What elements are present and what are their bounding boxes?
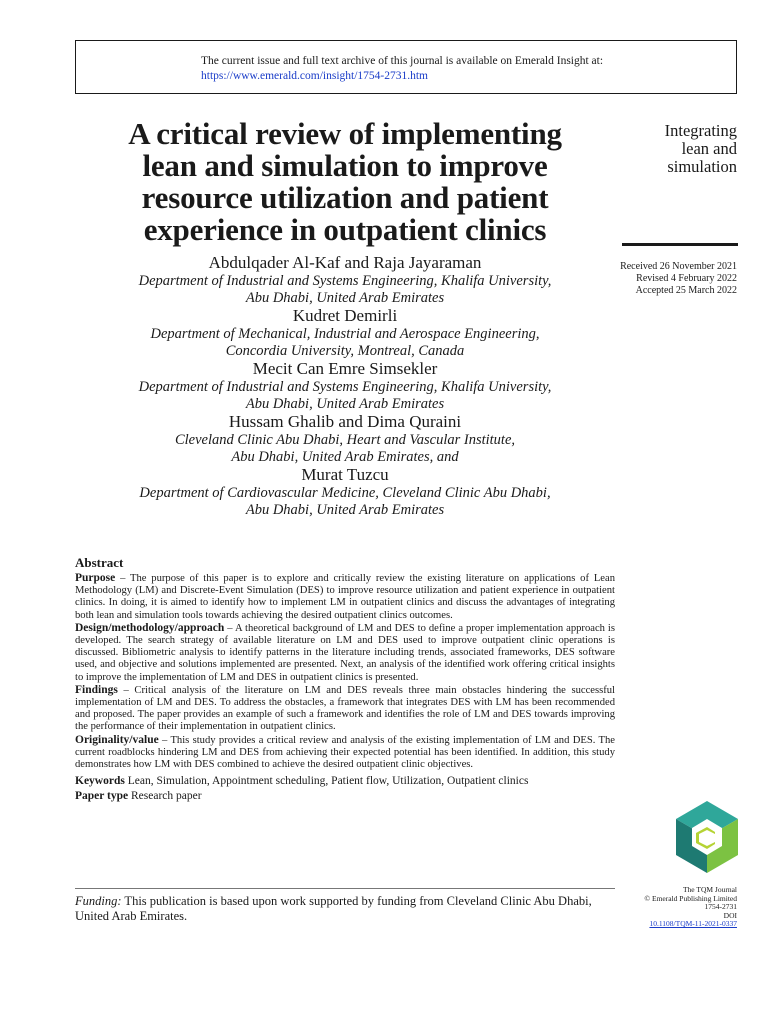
abstract-section — [75, 555, 615, 804]
doi-label: DOI — [723, 910, 737, 920]
design-text: – A theoretical background of LM and DES to define a proper implementation approach is developed. The search strategy of available literature on LM and DES used to improve outpatient clinic operations is discussed. Bibliometric analysis to identify patterns in the literature including trends, associated frameworks, DES software used, and objective and solutions implemented are presented. Next, an analysis of the identified work offering critical insights to improve the implementation of LM and DES in outpatient clinics is presented. — [75, 622, 615, 683]
issn: 1754-2731 — [704, 902, 737, 911]
publisher: © Emerald Publishing Limited — [644, 893, 737, 903]
received-date: Received 26 November 2021 — [620, 261, 737, 272]
footnote-divider — [75, 888, 615, 889]
author-name: Mecit Can Emre Simsekler — [252, 359, 438, 378]
doi-line — [644, 912, 737, 929]
originality-text: – This study provides a critical review and analysis of the existing implementation of LM and DES. The current roadblocks hindering LM and DES from achieving their expected potential has been identified. In addition, this study demonstrates how LM with DES combined to achieve the desired outpatient clinic objectives. — [75, 734, 615, 771]
funding-text: This publication is based upon work supported by funding from Cleveland Clinic Abu Dhabi, United Arab Emirates. — [75, 894, 592, 923]
author-affiliation: Abu Dhabi, United Arab Emirates, and — [231, 448, 459, 465]
title-line: A critical review of implementing — [128, 116, 562, 151]
author-affiliation: Department of Mechanical, Industrial and Aerospace Engineering, — [150, 326, 540, 342]
doi-link[interactable]: 10.1108/TQM-11-2021-0337 — [649, 919, 737, 928]
abstract-design — [75, 622, 615, 684]
title-line: resource utilization and patient — [141, 180, 549, 215]
accepted-date: Accepted 25 March 2022 — [635, 285, 737, 296]
journal-archive-link[interactable]: https://www.emerald.com/insight/1754-2731.htm — [201, 70, 428, 82]
author-affiliation: Department of Industrial and Systems Engineering, Khalifa University, — [138, 379, 552, 395]
design-label: Design/methodology/approach — [75, 621, 225, 634]
funding-footnote — [75, 894, 615, 924]
running-title — [665, 122, 737, 176]
running-title-line: lean and — [681, 139, 737, 158]
abstract-originality — [75, 734, 615, 772]
author-affiliation: Cleveland Clinic Abu Dhabi, Heart and Vascular Institute, — [174, 432, 516, 448]
author-affiliation: Department of Cardiovascular Medicine, Cleveland Clinic Abu Dhabi, — [139, 485, 551, 501]
author-name: Kudret Demirli — [292, 306, 398, 325]
funding-label: Funding: — [75, 894, 122, 908]
running-title-line: simulation — [667, 157, 737, 176]
author-name: Abdulqader Al-Kaf and Raja Jayaraman — [208, 253, 482, 272]
author-affiliation: Concordia University, Montreal, Canada — [225, 342, 465, 359]
abstract-findings — [75, 684, 615, 734]
findings-text: – Critical analysis of the literature on LM and DES reveals three main obstacles hindering the successful implementation of LM and DES. To address the obstacles, a framework that integrates DES with LM has been recommended and proposed. The paper provides an example of such a framework and identifies the role of LM and DES towards improving the performance of their implementation in outpatient clinics. — [75, 684, 615, 733]
title-line: lean and simulation to improve — [142, 148, 548, 183]
abstract-heading: Abstract — [75, 555, 124, 570]
purpose-label: Purpose — [75, 572, 116, 584]
author-affiliation: Department of Industrial and Systems Engineering, Khalifa University, — [138, 273, 552, 289]
author-affiliation: Abu Dhabi, United Arab Emirates — [245, 501, 445, 518]
journal-name: The TQM Journal — [682, 885, 737, 894]
journal-info — [644, 886, 737, 929]
author-list — [75, 253, 615, 518]
side-divider — [622, 243, 738, 246]
author-name: Hussam Ghalib and Dima Quraini — [228, 412, 462, 431]
author-affiliation: Abu Dhabi, United Arab Emirates — [245, 395, 445, 412]
author-affiliation: Abu Dhabi, United Arab Emirates — [245, 289, 445, 306]
crossmark-logo-icon[interactable] — [676, 801, 738, 873]
article-title — [75, 118, 615, 246]
purpose-text: – The purpose of this paper is to explore and critically review the existing literature on applications of Lean Methodology (LM) and Discrete-Event Simulation (DES) to improve resource utilization and patient experience in outpatient clinics. In doing, it is aimed to identify how to implement LM in outpatient clinics and discuss the advantages of integrating both lean and simulation tools towards achieving the desired outpatient clinics outcomes. — [75, 573, 615, 621]
paper-type-label: Paper type — [75, 790, 129, 803]
title-line: experience in outpatient clinics — [143, 212, 547, 247]
banner-text: The current issue and full text archive of this journal is available on Emerald Insight at: — [201, 55, 604, 67]
keywords-text: Lean, Simulation, Appointment scheduling, Patient flow, Utilization, Outpatient clinics — [124, 775, 529, 788]
paper-type-text: Research paper — [128, 790, 202, 803]
banner-text-block — [201, 54, 603, 84]
keywords-label: Keywords — [75, 775, 125, 788]
running-title-line: Integrating — [664, 121, 737, 140]
revised-date: Revised 4 February 2022 — [636, 273, 737, 284]
paper-type — [75, 789, 615, 804]
originality-label: Originality/value — [75, 733, 159, 746]
archive-banner — [75, 40, 737, 94]
author-name: Murat Tuzcu — [301, 465, 389, 484]
keywords — [75, 774, 615, 789]
abstract-purpose — [75, 572, 615, 622]
article-dates — [620, 261, 737, 297]
findings-label: Findings — [75, 683, 118, 696]
